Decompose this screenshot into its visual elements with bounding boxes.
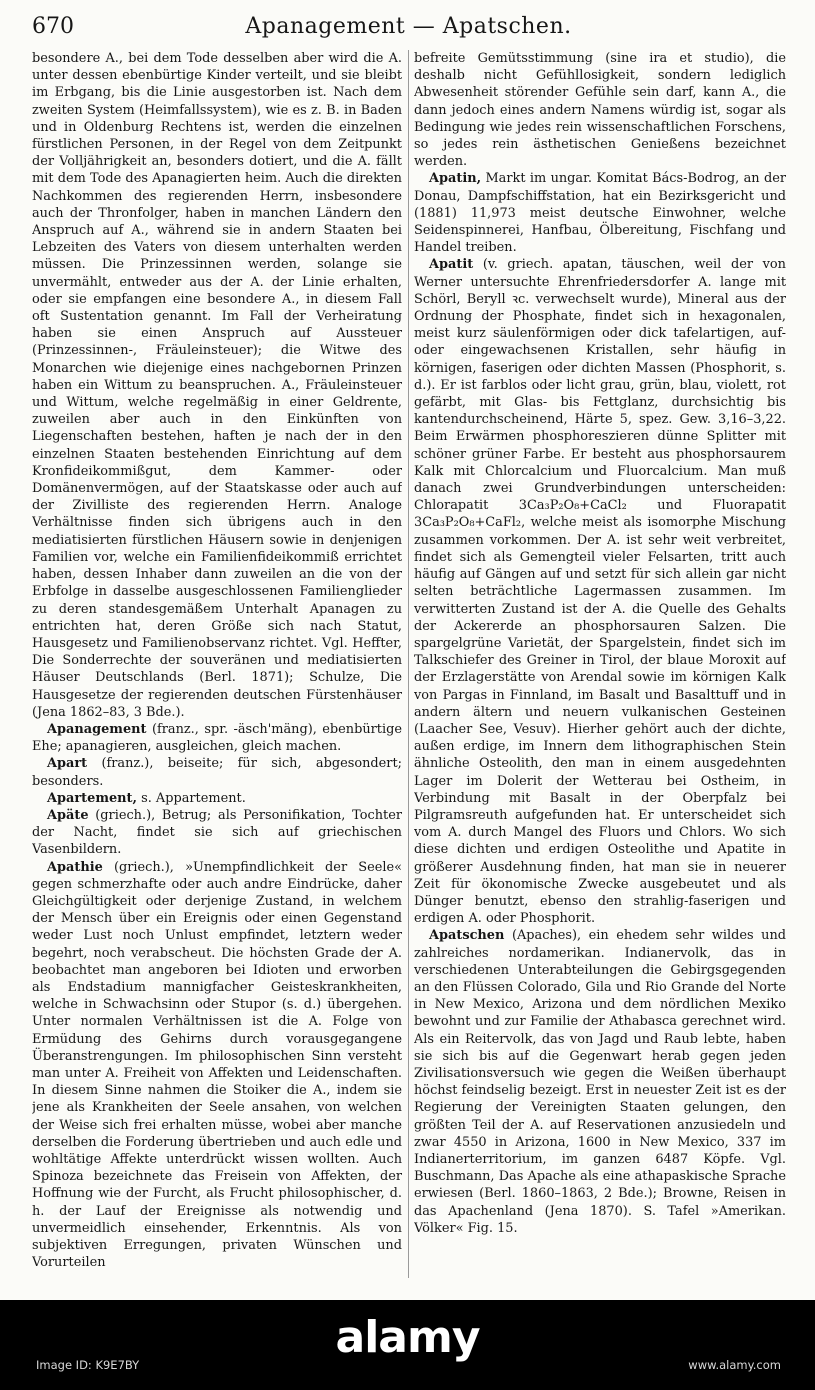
entry-text: (franz.), beiseite; für sich, abgesondert; besonders.: [32, 756, 402, 789]
entry-headword: Apart: [47, 756, 88, 772]
column-divider: [408, 50, 409, 1278]
dictionary-entry: [414, 927, 786, 1237]
page-number: 670: [32, 14, 74, 39]
entry-text: (griech.), »Unempfindlichkeit der Seele« gegen schmerzhafte oder auch andre Eindrücke, daher Gleichgültigkeit oder derjenige Zustand, in welchem der Mensch über ein Ereignis oder einen Gegenstand weder Lust noch Unlust empfindet, letztern weder begehrt, noch verabscheut. Die höchsten Grade der A. beobachtet man angeboren bei Idioten und erworben als Endstadium mannigfacher Geisteskrankheiten, welche in Schwachsinn oder Stupor (s. d.) übergehen. Unter normalen Verhältnissen ist die A. Folge von Ermüdung des Gehirns durch vorausgegangene Überanstrengungen. Im philosophischen Sinn versteht man unter A. Freiheit von Affekten und Leidenschaften. In diesem Sinne nahmen die Stoiker die A., indem sie jene als Krankheiten der Seele ansahen, von welchen der Weise sich frei erhalten müsse, wobei aber manche derselben die Forderung übertrieben und auch edle und wohltätige Affekte unterdrückt wissen wollten. Auch Spinoza bezeichnete das Freisein von Affekten, der Hoffnung wie der Furcht, als Frucht philosophischer, d. h. der Lauf der Ereignisse als notwendig und unvermeidlich einsehender, Erkenntnis. Als von subjektiven Erregungen, privaten Wünschen und Vorurteilen: [32, 859, 402, 1271]
watermark-banner: [0, 1300, 815, 1390]
image-id-label: Image ID: K9E7BY: [36, 1358, 140, 1372]
entry-headword: Apäte: [47, 807, 89, 823]
entry-text: (griech.), Betrug; als Personifikation, Tochter der Nacht, findet sie sich auf griechischen Vasenbildern.: [32, 807, 402, 858]
right-column: [414, 50, 786, 1282]
alamy-logo: alamy: [335, 1312, 480, 1363]
page-header: [32, 14, 785, 44]
entry-headword: Apanagement: [47, 721, 147, 737]
dictionary-entry: [414, 256, 786, 927]
entry-text: befreite Gemütsstimmung (sine ira et studio), die deshalb nicht Gefühllosigkeit, sondern lediglich Abwesenheit störender Gefühle sein darf, kann A., die dann jedoch eines andern Namens würdig ist, sogar als Bedingung wie jedes rein wissenschaftlichen Forschens, so jedes rein ästhetischen Genießens bezeichnet werden.: [414, 51, 786, 170]
entry-text: (v. griech. apatan, täuschen, weil der von Werner untersuchte Ehrenfriedersdorfer A. lange mit Schörl, Beryll ꝛc. verwechselt wurde), Mineral aus der Ordnung der Phosphate, findet sich in hexagonalen, meist kurz säulenförmigen oder dick tafelartigen, auf- oder eingewachsenen Kristallen, sehr häufig in körnigen, faserigen oder dichten Massen (Phosphorit, s. d.). Er ist farblos oder licht grau, grün, blau, violett, rot gefärbt, mit Glas- bis Fettglanz, durchsichtig bis kantendurchscheinend, Härte 5, spez. Gew. 3,16–3,22. Beim Erwärmen phosphoreszieren dünne Splitter mit schöner grüner Farbe. Er besteht aus phosphorsaurem Kalk mit Chlorcalcium und Fluorcalcium. Man muß danach zwei Grundverbindungen unterscheiden: Chlorapatit 3Ca₃P₂O₈+CaCl₂ und Fluorapatit 3Ca₃P₂O₈+CaFl₂, welche meist als isomorphe Mischung zusammen vorkommen. Der A. ist sehr weit verbreitet, findet sich als Gemengteil vieler Felsarten, tritt auch häufig auf Gängen auf und setzt für sich allein gar nicht selten beträchtliche Lagermassen zusammen. Im verwitterten Zustand ist der A. die Quelle des Gehalts der Ackererde an phosphorsauren Salzen. Die spargelgrüne Varietät, der Spargelstein, findet sich im Talkschiefer des Greiner in Tirol, der blaue Moroxit auf der Erzlagerstätte von Arendal sowie im körnigen Kalk von Pargas in Finnland, im Basalt und Basalttuff und in andern ältern und neuern vulkanischen Gesteinen (Laacher See, Vesuv). Hierher gehört auch der dichte, außen erdige, im Innern dem lithographischen Stein ähnliche Osteolith, den man in einem ausgedehnten Lager im Dolerit der Wetterau bei Ostheim, in Verbindung mit Basalt in der Oberpfalz bei Pilgramsreuth aufgefunden hat. Er unterscheidet sich vom A. durch Mangel des Fluors und Chlors. Wo sich diese dichten und erdigen Osteolithe und Apatite in größerer Ausdehnung finden, hat man sie in neuerer Zeit für ökonomische Zwecke ausgebeutet und als Dünger benutzt, ebenso den strahlig-faserigen und erdigen A. oder Phosphorit.: [414, 257, 786, 927]
dictionary-entry: [32, 807, 402, 859]
entry-headword: Apathie: [47, 859, 103, 875]
dictionary-entry: [32, 859, 402, 1272]
entry-text: Markt im ungar. Komitat Bács-Bodrog, an der Donau, Dampfschiffstation, hat ein Bezirksgericht und (1881) 11,973 meist deutsche Einwohner, welche Seidenspinnerei, Hanfbau, Ölbereitung, Fischfang und Handel treiben.: [414, 171, 786, 256]
dictionary-entry: [32, 790, 402, 807]
continued-paragraph: [32, 50, 402, 721]
entry-headword: Apatit: [429, 257, 474, 273]
dictionary-entry: [414, 170, 786, 256]
page-title: Apanagement — Apatschen.: [245, 14, 572, 39]
entry-text: (Apaches), ein ehedem sehr wildes und zahlreiches nordamerikan. Indianervolk, das in verschiedenen Unterabteilungen die Gebirgsgegenden an den Flüssen Colorado, Gila und Rio Grande del Norte in New Mexico, Arizona und dem nördlichen Mexiko bewohnt und zur Familie der Athabasca gerechnet wird. Als ein Reitervolk, das von Jagd und Raub lebte, haben sie sich bis auf die Gegenwart herab gegen jeden Zivilisationsversuch wie gegen die Weißen überhaupt höchst feindselig bezeigt. Erst in neuester Zeit ist es der Regierung der Vereinigten Staaten gelungen, den größten Teil der A. auf Reservationen anzusiedeln und zwar 4550 in Arizona, 1600 in New Mexico, 337 im Indianerterritorium, im ganzen 6487 Köpfe. Vgl. Buschmann, Das Apache als eine athapaskische Sprache erwiesen (Berl. 1860–1863, 2 Bde.); Browne, Reisen in das Apachenland (Jena 1870). S. Tafel »Amerikan. Völker« Fig. 15.: [414, 928, 786, 1236]
site-url: www.alamy.com: [688, 1358, 781, 1372]
left-column: [32, 50, 402, 1282]
entry-text: s. Appartement.: [136, 790, 246, 806]
entry-text: (franz., spr. -äsch'mäng), ebenbürtige Ehe; apanagieren, ausgleichen, gleich machen.: [32, 721, 402, 755]
dictionary-entry: [32, 755, 402, 789]
entry-headword: Apartement,: [47, 790, 137, 806]
entry-headword: Apatin,: [429, 171, 482, 187]
continued-paragraph: [414, 50, 786, 170]
dictionary-entry: [32, 721, 402, 755]
entry-headword: Apatschen: [429, 928, 505, 944]
entry-text: besondere A., bei dem Tode desselben aber wird die A. unter dessen ebenbürtige Kinder verteilt, und sie bleibt im Erbgang, bis die Linie ausgestorben ist. Nach dem zweiten System (Heimfallssystem), wie es z. B. in Baden und in Oldenburg Rechtens ist, werden die einzelnen fürstlichen Personen, in der Regel von dem Zeitpunkt der Volljährigkeit an, besonders dotiert, und die A. fällt mit dem Tode des Apanagierten heim. Auch die direkten Nachkommen des regierenden Herrn, insbesondere auch der Thronfolger, haben in manchen Ländern den Anspruch auf A., während sie in andern Staaten bei Lebzeiten des Vaters von diesem unterhalten werden müssen. Die Prinzessinnen werden, solange sie unvermählt, entweder aus der A. der Linie erhalten, oder sie empfangen eine besondere A., in diesem Fall oft Sustentation genannt. Im Fall der Verheiratung haben sie einen Anspruch auf Aussteuer (Prinzessinnen-, Fräuleinsteuer); die Witwe des Monarchen wie diejenige eines nachgebornen Prinzen haben ein Wittum zu beanspruchen. A., Fräuleinsteuer und Wittum, welche regelmäßig in einer Geldrente, zuweilen aber auch in den Einkünften von Liegenschaften bestehen, haften je nach der in den einzelnen Staaten bestehenden Einrichtung auf dem Kronfideikommißgut, dem Kammer- oder Domänenvermögen, auf der Staatskasse oder auch auf der Zivilliste des regierenden Herrn. Analoge Verhältnisse finden sich übrigens auch in den mediatisierten fürstlichen Häusern sowie in denjenigen Familien vor, welche ein Familienfideikommiß errichtet haben, dessen Inhaber dann zuweilen an die von der Erbfolge in dasselbe ausgeschlossenen Familienglieder zu deren standesgemäßem Unterhalt Apanagen zu entrichten hat, deren Größe sich nach Statut, Hausgesetz und Familienobservanz richtet. Vgl. Heffter, Die Sonderrechte der souveränen und mediatisierten Häuser Deutschlands (Berl. 1871); Schulze, Die Hausgesetze der regierenden deutschen Fürstenhäuser (Jena 1862–83, 3 Bde.).: [32, 51, 402, 720]
